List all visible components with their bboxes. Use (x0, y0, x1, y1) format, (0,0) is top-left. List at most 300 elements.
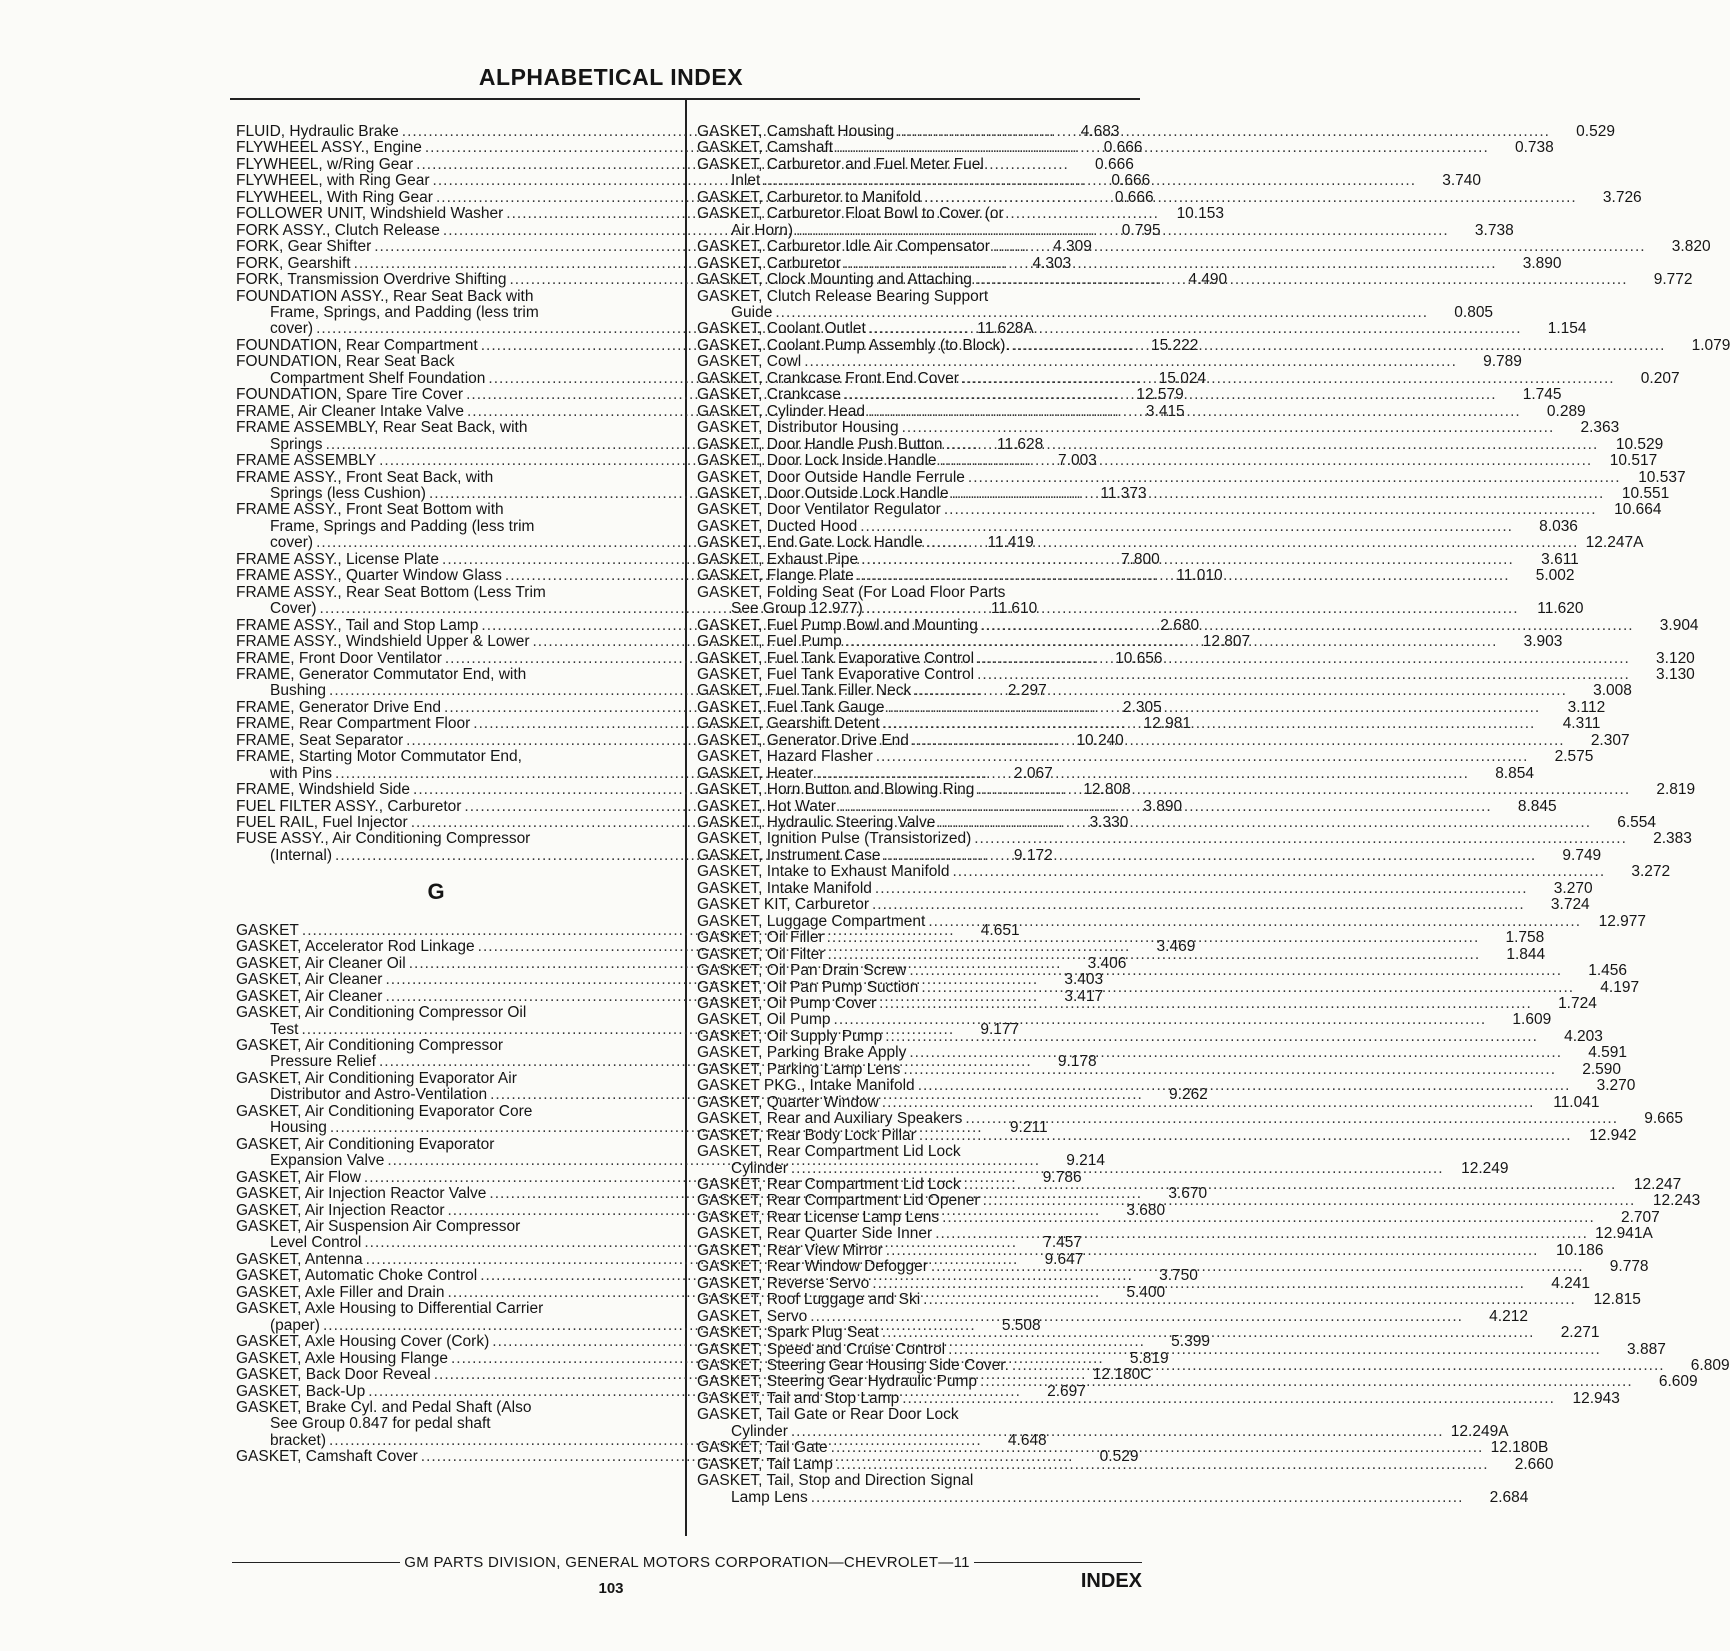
entry-text: Guide (731, 303, 773, 321)
entry-text: GASKET, Door Lock Inside Handle (697, 452, 937, 470)
group-number: 12.941A (1595, 1225, 1653, 1243)
index-entry (697, 1176, 1682, 1193)
group-number: 12.247A (1585, 534, 1644, 552)
entry-text: FOUNDATION, Rear Compartment (236, 336, 478, 354)
group-number: 2.684 (1489, 1488, 1529, 1506)
entry-row (697, 879, 1593, 897)
entry-text: GASKET, Oil Filter (697, 945, 825, 963)
entry-text: GASKET, Back Door Reveal (236, 1366, 431, 1384)
footer (232, 1554, 1142, 1571)
group-number: 2.680 (1160, 616, 1200, 634)
entry-text: GASKET, Air Injection Reactor Valve (236, 1185, 487, 1203)
entry-text: GASKET, Oil Pan Drain Screw (697, 962, 907, 980)
group-number: 9.262 (1169, 1086, 1208, 1104)
entry-text: FRAME, Seat Separator (236, 731, 404, 749)
group-number: 3.417 (1064, 987, 1104, 1005)
entry-text: GASKET, Generator Drive End (697, 731, 909, 749)
dot-leader (816, 766, 1469, 782)
group-number: 8.036 (1539, 517, 1578, 535)
group-number: 2.297 (1007, 682, 1047, 700)
group-number: 2.383 (1653, 830, 1692, 848)
group-number: 5.400 (1126, 1283, 1166, 1301)
group-number: 3.750 (1159, 1267, 1198, 1285)
group-number: 3.724 (1550, 896, 1590, 914)
entry-text: Springs (less Cushion) (270, 484, 426, 502)
dot-leader (962, 371, 1615, 387)
index-entry (697, 188, 1642, 206)
entry-text: GASKET, Door Outside Lock Handle (697, 484, 949, 502)
dot-leader (796, 223, 1449, 239)
entry-text: GASKET PKG., Intake Manifold (697, 1077, 915, 1095)
entry-text: FRAME ASSEMBLY (236, 452, 377, 470)
dot-leader (928, 914, 1581, 930)
group-number: 11.628A (977, 320, 1034, 338)
entry-text: GASKET, Back-Up (236, 1382, 366, 1400)
group-number: 3.680 (1126, 1201, 1166, 1219)
page-title: ALPHABETICAL INDEX (478, 64, 744, 90)
entry-text: Cylinder (731, 1159, 788, 1177)
group-number: 0.666 (1103, 139, 1143, 157)
group-number: 0.529 (1099, 1448, 1139, 1466)
entry-text: GASKET, Camshaft (697, 139, 834, 157)
group-number: 0.738 (1515, 139, 1554, 157)
entry-row (697, 846, 1602, 864)
index-entry (697, 534, 1644, 552)
index-entry (697, 814, 1657, 832)
dot-leader (977, 651, 1630, 667)
entry-text: FORK, Gear Shifter (236, 238, 372, 256)
entry-text: cover) (270, 320, 314, 338)
entry-text: FRAME ASSY., Windshield Upper & Lower (236, 633, 530, 651)
footer-rule-right (974, 1562, 1142, 1563)
dot-leader (836, 1457, 1489, 1473)
dot-leader (1013, 338, 1666, 354)
entry-text: GASKET, Rear License Lamp Lens (697, 1208, 940, 1226)
entry-text: Bushing (270, 682, 327, 700)
dot-leader (977, 667, 1630, 683)
dot-leader (980, 1374, 1633, 1390)
group-number: 12.247 (1633, 1176, 1682, 1193)
group-number: 3.611 (1541, 550, 1579, 568)
group-number: 0.805 (1454, 303, 1494, 321)
entry-text: GASKET, Axle Housing Cover (Cork) (236, 1333, 490, 1351)
entry-text: FRAME ASSY., License Plate (236, 550, 440, 568)
dot-leader (931, 1259, 1584, 1275)
group-number: 0.666 (1095, 155, 1134, 173)
dot-leader (827, 930, 1480, 946)
index-entry (697, 517, 1578, 535)
dot-leader (918, 1078, 1571, 1094)
dot-leader (845, 634, 1498, 650)
index-entry (697, 123, 1615, 140)
index-entry (697, 912, 1647, 930)
dot-leader (791, 1161, 1444, 1177)
index-entry (697, 879, 1593, 897)
group-number: 4.212 (1489, 1307, 1528, 1325)
group-number: 3.008 (1593, 682, 1632, 700)
index-entry (697, 830, 1692, 848)
entry-text: GASKET, Gearshift Detent (697, 715, 880, 733)
group-number: 2.067 (1013, 764, 1053, 782)
group-number: 3.887 (1627, 1340, 1666, 1358)
group-number: 10.186 (1556, 1241, 1604, 1259)
group-number: 3.270 (1553, 879, 1593, 897)
dot-leader (810, 1309, 1463, 1325)
group-number: 12.249 (1461, 1159, 1509, 1177)
group-number: 10.656 (1115, 649, 1163, 667)
dot-leader (975, 272, 1628, 288)
dot-leader (926, 535, 1579, 551)
entry-text-line: Frame, Springs and Padding (less trim (270, 517, 535, 535)
dot-leader (897, 124, 1550, 140)
entry-row (697, 435, 1664, 453)
group-number: 10.153 (1176, 205, 1224, 223)
group-number: 3.469 (1156, 938, 1196, 956)
entry-text-line: GASKET, Folding Seat (For Load Floor Parts (697, 583, 1006, 601)
group-number: 2.660 (1514, 1455, 1554, 1473)
group-number: 3.903 (1523, 633, 1563, 651)
entry-text: GASKET, Fuel Pump (697, 633, 842, 651)
entry-text: GASKET, Reverse Servo (697, 1274, 870, 1292)
entry-text: (paper) (270, 1316, 320, 1334)
entry-row (697, 1176, 1682, 1193)
dot-leader (868, 404, 1521, 420)
group-number: 10.664 (1614, 501, 1662, 519)
entry-text: GASKET, Oil Supply Pump (697, 1027, 883, 1045)
dot-leader (883, 716, 1536, 732)
entry-text: FORK, Gearshift (236, 254, 351, 272)
entry-text: GASKET, Antenna (236, 1250, 363, 1268)
entry-text: GASKET, Door Handle Push Button (697, 435, 943, 453)
entry-text: GASKET, Intake Manifold (697, 879, 872, 897)
entry-text: with Pins (270, 764, 333, 782)
dot-leader (844, 256, 1497, 272)
group-number: 3.740 (1442, 172, 1481, 190)
group-number: 12.807 (1202, 633, 1251, 651)
entry-text: GASKET, Ducted Hood (697, 517, 858, 535)
group-number: 1.609 (1512, 1011, 1552, 1029)
entry-text: GASKET, Air Cleaner (236, 987, 383, 1005)
entry-text-line: GASKET, Air Conditioning Compressor (236, 1037, 504, 1055)
group-number: 3.890 (1143, 797, 1183, 815)
entry-row (697, 238, 1711, 256)
entry-text: GASKET, Distributor Housing (697, 419, 899, 437)
index-entry (697, 1241, 1604, 1259)
group-number: 9.178 (1057, 1053, 1097, 1071)
entry-text: GASKET, Rear Quarter Side Inner (697, 1225, 933, 1243)
entry-text-line: GASKET, Air Conditioning Compressor Oil (236, 1004, 527, 1022)
entry-text: GASKET, Rear Compartment Lid Lock (697, 1176, 961, 1193)
entry-row (697, 1241, 1604, 1259)
entry-text-line: FRAME ASSY., Rear Seat Bottom (Less Trim (236, 583, 546, 601)
group-number: 11.419 (987, 534, 1034, 552)
entry-text: GASKET, Speed and Cruise Control (697, 1340, 946, 1358)
entry-row (697, 320, 1587, 338)
index-entry (697, 583, 1584, 618)
group-number: 2.271 (1560, 1324, 1600, 1342)
group-number: 6.609 (1658, 1373, 1698, 1391)
entry-text: GASKET, Carburetor Idle Air Compensator (697, 238, 990, 256)
index-entry (697, 468, 1686, 486)
entry-row (697, 484, 1670, 502)
dot-leader (952, 864, 1605, 880)
entry-text-line: GASKET, Air Conditioning Evaporator Core (236, 1102, 533, 1120)
group-number: 4.197 (1600, 978, 1640, 996)
index-entry (697, 435, 1664, 453)
entry-text: cover) (270, 534, 314, 552)
group-number: 3.272 (1631, 863, 1671, 881)
group-number: 4.490 (1188, 271, 1228, 289)
group-heading: G (427, 879, 445, 905)
entry-text-line: GASKET, Air Conditioning Evaporator Air (236, 1069, 517, 1087)
entry-text: GASKET, Rear View Mirror (697, 1241, 883, 1259)
entry-text: Inlet (731, 172, 761, 190)
dot-leader (946, 437, 1599, 453)
dot-leader (964, 1177, 1617, 1193)
index-entry (697, 995, 1597, 1013)
group-number: 11.373 (1100, 484, 1147, 502)
group-number: 4.591 (1588, 1044, 1628, 1062)
group-number: 10.529 (1615, 435, 1664, 453)
group-number: 5.399 (1171, 1333, 1210, 1351)
group-number: 2.307 (1590, 731, 1630, 749)
entry-text: GASKET, Cowl (697, 353, 802, 371)
group-number: 1.844 (1506, 945, 1546, 963)
entry-text-line: FOUNDATION, Rear Seat Back (236, 353, 455, 371)
entry-text: GASKET, Crankcase Front End Cover (697, 369, 959, 387)
entry-text: GASKET, Door Ventilator Regulator (697, 501, 941, 519)
index-entry (697, 254, 1562, 272)
dot-leader (938, 815, 1591, 831)
dot-leader (944, 502, 1597, 518)
entry-text: GASKET, Air Cleaner Oil (236, 954, 406, 972)
group-number: 1.154 (1547, 320, 1587, 338)
entry-text: Expansion Valve (270, 1152, 385, 1170)
group-number: 9.172 (1013, 846, 1053, 864)
entry-text: GASKET, Camshaft Housing (697, 123, 895, 140)
group-number: 9.647 (1044, 1250, 1084, 1268)
entry-text: GASKET, Carburetor (697, 254, 841, 272)
group-number: 3.890 (1522, 254, 1562, 272)
entry-text: GASKET, Door Outside Handle Ferrule (697, 468, 965, 486)
entry-text: FRAME, Air Cleaner Intake Valve (236, 402, 464, 420)
group-number: 2.697 (1047, 1382, 1086, 1400)
group-number: 1.079 (1691, 336, 1730, 354)
entry-text: GASKET, Intake to Exhaust Manifold (697, 863, 950, 881)
entry-text-line: FUSE ASSY., Air Conditioning Compressor (236, 830, 531, 848)
entry-text: Housing (270, 1119, 327, 1137)
index-entry (697, 846, 1602, 864)
entry-row (697, 1027, 1603, 1045)
dot-leader (827, 947, 1480, 963)
group-number: 10.551 (1621, 484, 1670, 502)
group-number: 4.241 (1551, 1274, 1590, 1292)
entry-text: Compartment Shelf Foundation (270, 369, 486, 387)
entry-row (697, 139, 1554, 157)
dot-leader (857, 568, 1510, 584)
entry-row (697, 188, 1642, 206)
dot-leader (836, 140, 1489, 156)
entry-text: FOLLOWER UNIT, Windshield Washer (236, 205, 504, 223)
dot-leader (882, 1325, 1535, 1341)
index-entry (697, 287, 1494, 322)
group-number: 0.666 (1111, 172, 1151, 190)
entry-row (697, 978, 1640, 996)
dot-leader (811, 1490, 1464, 1506)
group-number: 3.726 (1602, 188, 1642, 206)
group-number: 1.724 (1558, 995, 1597, 1013)
group-number: 2.707 (1621, 1208, 1660, 1226)
entry-text-line: FRAME ASSY., Front Seat Bottom with (236, 501, 504, 519)
group-number: 0.666 (1114, 188, 1154, 206)
dot-leader (844, 387, 1497, 403)
entry-text: GASKET, Rear Compartment Lid Opener (697, 1192, 980, 1210)
entry-text: FLYWHEEL, with Ring Gear (236, 172, 430, 190)
entry-row (697, 534, 1644, 552)
index-entry (697, 1126, 1637, 1144)
dot-leader (839, 799, 1492, 815)
index-entry (697, 139, 1554, 157)
group-number: 6.554 (1617, 814, 1657, 832)
group-number: 1.745 (1522, 386, 1562, 404)
entry-row (697, 1159, 1509, 1177)
entry-text-line: GASKET, Air Suspension Air Compressor (236, 1218, 521, 1235)
dot-leader (924, 190, 1577, 206)
index-entry (697, 353, 1522, 371)
group-number: 10.517 (1609, 452, 1658, 470)
entry-text: FLUID, Hydraulic Brake (236, 123, 399, 140)
entry-text-line: GASKET, Air Conditioning Evaporator (236, 1135, 495, 1153)
entry-text: FLYWHEEL, w/Ring Gear (236, 155, 414, 173)
entry-text: GASKET, Oil Pump Cover (697, 995, 877, 1013)
entry-text: FRAME, Front Door Ventilator (236, 649, 442, 667)
dot-leader (923, 1292, 1576, 1308)
entry-text: GASKET, Automatic Choke Control (236, 1267, 478, 1285)
entry-text-line: GASKET, Tail, Stop and Direction Signal (697, 1472, 974, 1490)
entry-text: Springs (270, 435, 323, 453)
entry-row (697, 123, 1615, 140)
group-number: 5.002 (1535, 567, 1575, 585)
dot-leader (974, 831, 1627, 847)
entry-row (697, 665, 1695, 683)
dot-leader (968, 470, 1621, 486)
group-number: 3.670 (1168, 1185, 1208, 1203)
group-number: 12.808 (1083, 781, 1131, 799)
group-number: 3.130 (1656, 665, 1695, 683)
entry-text: GASKET, Rear Window Defogger (697, 1258, 928, 1276)
entry-row (697, 600, 1584, 618)
entry-row (697, 830, 1692, 848)
dot-leader (965, 1111, 1618, 1127)
entry-text-line: FRAME ASSY., Front Seat Back, with (236, 468, 494, 486)
group-number: 4.203 (1564, 1027, 1603, 1045)
group-number: 2.575 (1554, 748, 1594, 766)
group-number: 3.330 (1089, 814, 1129, 832)
index-entry (697, 978, 1640, 996)
entry-text: GASKET, Ignition Pulse (Transistorized) (697, 830, 972, 848)
group-number: 0.207 (1640, 369, 1680, 387)
entry-text: FUEL FILTER ASSY., Carburetor (236, 797, 462, 815)
entry-text-line: FRAME, Starting Motor Commutator End, (236, 748, 522, 766)
group-number: 8.845 (1517, 797, 1557, 815)
index-entry (697, 1307, 1528, 1325)
group-number: 4.311 (1562, 715, 1601, 733)
dot-leader (872, 1276, 1525, 1292)
group-number: 12.942 (1589, 1126, 1637, 1144)
dot-leader (977, 782, 1630, 798)
group-number: 10.240 (1076, 731, 1124, 749)
group-number: 7.003 (1058, 452, 1097, 470)
entry-text: GASKET, Oil Pump (697, 1011, 831, 1029)
entry-row (697, 419, 1620, 437)
dot-leader (875, 881, 1528, 897)
entry-text: Air Horn) (731, 221, 794, 239)
group-number: 15.024 (1158, 369, 1207, 387)
dot-leader (876, 749, 1529, 765)
entry-text: bracket) (270, 1431, 326, 1449)
entry-text-line: GASKET, Brake Cyl. and Pedal Shaft (Also (236, 1398, 532, 1416)
group-number: 2.363 (1580, 419, 1620, 437)
entry-text: GASKET, Exhaust Pipe (697, 550, 859, 568)
group-number: 0.795 (1121, 221, 1161, 239)
dot-leader (981, 618, 1634, 634)
dot-leader (860, 519, 1513, 535)
group-number: 2.305 (1122, 698, 1162, 716)
entry-text: GASKET, Luggage Compartment (697, 912, 926, 930)
entry-row (697, 468, 1686, 486)
group-number: 0.289 (1546, 402, 1586, 420)
group-number: 12.579 (1136, 386, 1184, 404)
page-number: 103 (598, 1580, 624, 1597)
group-number: 5.508 (1001, 1316, 1041, 1334)
entry-text-line: GASKET, Clutch Release Bearing Support (697, 287, 989, 305)
group-number: 12.815 (1593, 1291, 1641, 1309)
entry-text: FLYWHEEL ASSY., Engine (236, 139, 422, 157)
dot-leader (902, 420, 1555, 436)
group-number: 4.648 (1007, 1431, 1047, 1449)
group-number: 9.786 (1042, 1168, 1082, 1186)
index-entry (697, 731, 1630, 749)
index-entry (697, 1027, 1603, 1045)
entry-text: Cover) (270, 600, 317, 618)
entry-row (697, 353, 1522, 371)
entry-row (697, 1389, 1620, 1407)
index-entry (697, 155, 1481, 190)
entry-text: GASKET, Axle Filler and Drain (236, 1283, 445, 1301)
entry-text: GASKET, Oil Pan Pump Suction (697, 978, 919, 996)
dot-leader (909, 1045, 1562, 1061)
group-number: 9.211 (1009, 1119, 1048, 1137)
entry-text: GASKET, Fuel Tank Evaporative Control (697, 649, 975, 667)
entry-text: GASKET, Tail Gate (697, 1439, 828, 1457)
dot-leader (884, 848, 1537, 864)
group-number: 11.628 (996, 435, 1044, 453)
index-entry (697, 419, 1620, 437)
dot-leader (919, 1128, 1572, 1144)
group-number: 2.819 (1656, 781, 1696, 799)
index-entry (697, 501, 1662, 519)
entry-text-line: See Group 0.847 for pedal shaft (270, 1415, 491, 1433)
group-number: 3.120 (1656, 649, 1695, 667)
dot-leader (791, 1424, 1444, 1440)
entry-text: Lamp Lens (731, 1488, 808, 1506)
group-number: 11.010 (1176, 567, 1223, 585)
index-entry (697, 682, 1632, 700)
group-number: 3.270 (1596, 1077, 1636, 1095)
entry-text: GASKET, Air Cleaner (236, 971, 383, 989)
footer-rule-left (232, 1562, 400, 1563)
entry-row (697, 1422, 1509, 1440)
